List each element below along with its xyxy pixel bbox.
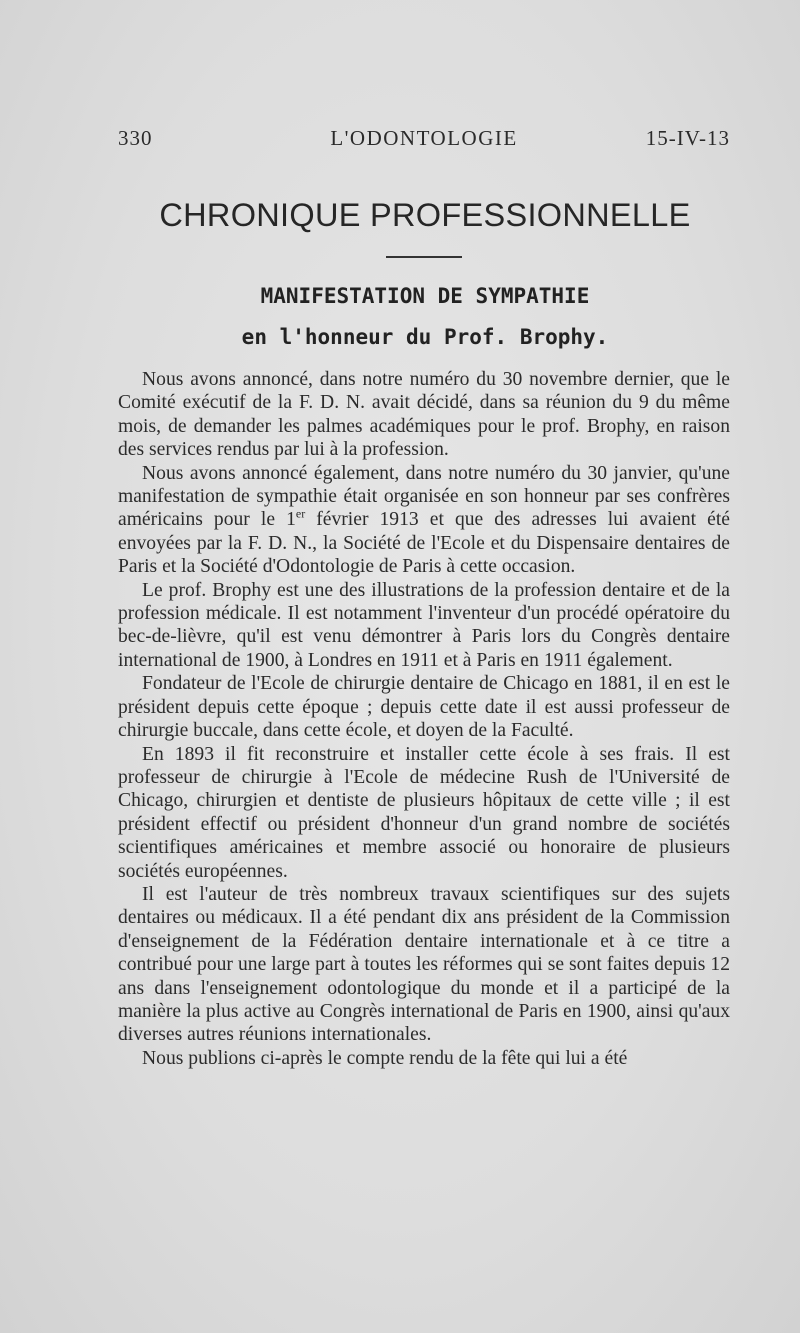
paragraph-7: Nous publions ci-après le compte rendu de la fête qui lui a été (142, 1047, 628, 1069)
paragraph-5: En 1893 il fit reconstruire et installer cette école à ses frais. Il est professeur de chirurgie à l'Ecole de médecine Rush de l'Université de Chicago, chirurgien et dentiste de plusieurs hôpitaux de cette ville ; il est président effectif ou président d'honneur d'un grand nombre de sociétés scientifiques américaines et membre associé ou honoraire de plusieurs sociétés européennes. (118, 743, 730, 882)
section-title: CHRONIQUE PROFESSIONNELLE (159, 197, 691, 233)
page-number: 330 (118, 126, 153, 150)
issue-date: 15-IV-13 (645, 126, 730, 150)
journal-title: L'ODONTOLOGIE (330, 126, 518, 150)
article-body (118, 368, 730, 1070)
running-header (118, 126, 730, 156)
paragraph-2: Nous avons annoncé également, dans notre numéro du 30 janvier, qu'une manifestation de sympathie était organisée en son honneur par ses confrères américains pour le 1er février 1913 et que des adresses lui avaient été envoyées par la F. D. N., la Société de l'Ecole et du Dispensaire dentaires de Paris et la Société d'Odontologie de Paris à cette occasion. (118, 462, 730, 578)
paragraph-4: Fondateur de l'Ecole de chirurgie dentaire de Chicago en 1881, il en est le président depuis cette époque ; depuis cette date il est aussi professeur de chirurgie buccale, dans cette école, et doyen de la Faculté. (118, 673, 730, 742)
article-subtitle: en l'honneur du Prof. Brophy. (241, 325, 609, 349)
paragraph-1: Nous avons annoncé, dans notre numéro du 30 novembre dernier, que le Comité exécutif de la F. D. N. avait décidé, dans sa réunion du 9 du même mois, de demander les palmes académiques pour le prof. Brophy, en raison des services rendus par lui à la profession. (118, 369, 730, 461)
paragraph-3: Le prof. Brophy est une des illustrations de la profession dentaire et de la profession médicale. Il est notamment l'inventeur d'un procédé opératoire du bec-de-lièvre, qu'il est venu démontrer à Paris lors du Congrès dentaire international de 1900, à Londres en 1911 et à Paris en 1911 également. (118, 579, 730, 671)
paragraph-6: Il est l'auteur de très nombreux travaux scientifiques sur des sujets dentaires ou médicaux. Il a été pendant dix ans président de la Commission d'enseignement de la Fédération dentaire internationale et à ce titre a contribué pour une large part à toutes les réformes qui se sont faites depuis 12 ans dans l'enseignement odontologique du monde et il a participé de la manière la plus active au Congrès international de Paris en 1900, ainsi qu'aux diverses autres réunions internationales. (118, 883, 730, 1046)
title-rule (386, 256, 462, 258)
article-title: MANIFESTATION DE SYMPATHIE (260, 284, 590, 308)
